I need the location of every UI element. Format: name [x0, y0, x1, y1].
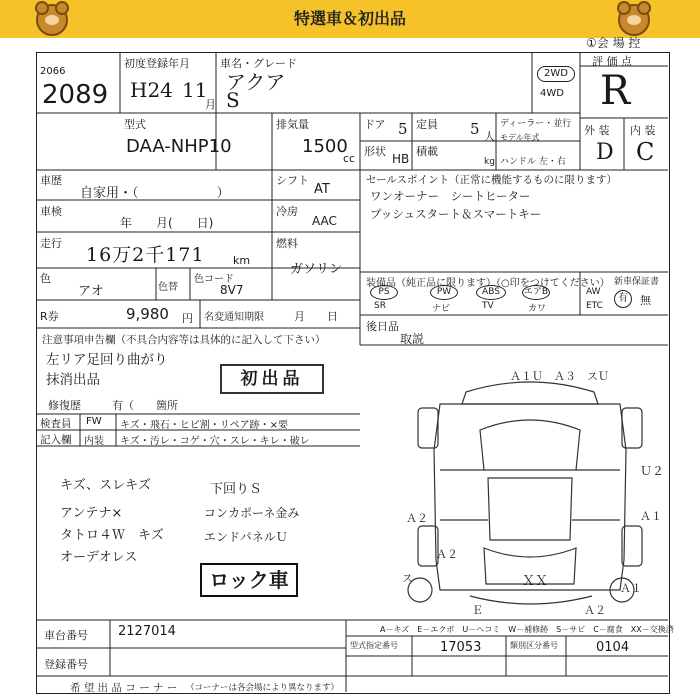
recycle-value: 9,980: [126, 305, 169, 323]
inspector-int: 内装: [84, 436, 104, 447]
hand-note-left1: キズ、スレキズ: [60, 478, 151, 493]
model-name-label: 車名・グレード: [220, 57, 297, 70]
lot-prefix: 2066: [40, 66, 66, 77]
drive-4wd: 4WD: [540, 88, 564, 99]
rear-seat-value: 取説: [400, 332, 425, 346]
capacity-label: 定員: [416, 118, 438, 131]
fuel-label: 燃料: [276, 237, 298, 250]
mileage-value: 16万2千171: [86, 244, 205, 266]
equip-pw: PW: [430, 285, 458, 300]
chassis-label: 車台番号: [44, 629, 88, 642]
hand-note-left2: アンテナ×: [60, 506, 123, 521]
equip-airbag: エアB: [522, 285, 550, 300]
ext-score: D: [596, 140, 614, 165]
recycle-label: R券: [40, 310, 59, 323]
handle-label: ハンドル 左・右: [500, 157, 566, 167]
damage-mark-rear-e: Ｅ: [472, 604, 483, 617]
int-score: C: [636, 138, 655, 166]
inspector-ext: FW: [86, 416, 102, 427]
inspection-label: 車検: [40, 205, 62, 218]
model-name: アクア: [226, 70, 286, 94]
drive-2wd: 2WD: [537, 66, 575, 82]
notes-line1: 左リア足回り曲がり: [46, 352, 168, 368]
bottom-corner-label: 希 望 出 品 コ ー ナ ー: [70, 682, 178, 694]
damage-mark-left-a2: Ａ２: [406, 512, 428, 525]
color-label: 色: [40, 272, 51, 285]
aircon-label: 冷房: [276, 205, 298, 218]
first-reg-era: H24: [130, 78, 173, 102]
engine-unit: cc: [343, 152, 356, 165]
inspection-value: 年 月( 日): [120, 216, 214, 230]
dealer-label: ディーラー・並行: [500, 119, 572, 129]
equipment-label: 装備品（純正品に限ります）（○印をつけてください）: [366, 278, 610, 289]
equip-etc: ETC: [586, 301, 603, 311]
color-change-label: 色替: [158, 282, 178, 293]
hand-note-right3: エンドパネルＵ: [204, 530, 288, 544]
model-year-label: モデル年式: [500, 133, 540, 142]
equip-abs: ABS: [476, 285, 506, 300]
inspector-label2: 記入欄: [40, 434, 72, 446]
doors-label: ドア: [364, 118, 386, 131]
shift-label: シフト: [276, 174, 309, 187]
type-no-label: 型式指定番号: [350, 641, 398, 650]
usage-value: 自家用・（ ）: [80, 186, 230, 201]
damage-mark-rear-left: ス: [402, 572, 413, 585]
color-code: 8V7: [220, 283, 244, 297]
warranty-yes: 有: [614, 290, 632, 308]
hand-note-left4: オーデオレス: [60, 550, 138, 565]
damage-mark-rear-xx: ＸＸ: [522, 574, 549, 589]
equip-sr: SR: [374, 301, 386, 311]
mileage-unit: km: [233, 254, 251, 267]
load-label: 積載: [416, 145, 438, 158]
ext-label: 外 装: [584, 124, 610, 137]
notes-line2: 抹消出品: [46, 372, 100, 388]
first-reg-unit: 月: [205, 98, 216, 111]
warranty-label: 新車保証書: [614, 277, 660, 287]
damage-mark-right-u2: Ｕ２: [640, 464, 665, 478]
hand-note-right1: 下回りＳ: [210, 482, 263, 497]
color-value: アオ: [78, 284, 104, 299]
grade-label: 評 価 点: [592, 55, 632, 68]
damage-mark-left-a2b: Ａ２: [436, 548, 458, 561]
equip-navi: ナビ: [432, 304, 451, 314]
lot-number: 2089: [42, 80, 109, 110]
model-code: DAA-NHP10: [126, 136, 232, 157]
fuel-value: ガソリン: [290, 262, 343, 277]
engine-label: 排気量: [276, 118, 309, 131]
chassis-value: 2127014: [118, 624, 176, 639]
body-shape-label: 形状: [364, 145, 386, 158]
repair-value: 有（ 箇所: [112, 399, 178, 412]
hand-note-right2: コンカポーネ金み: [204, 506, 300, 520]
first-reg-label: 初度登録年月: [124, 57, 190, 70]
damage-mark-front: Ａ１Ｕ Ａ３ スＵ: [510, 370, 609, 383]
category-label: 類別区分番号: [510, 641, 558, 650]
banner-title: 特選車＆初出品: [293, 9, 406, 28]
engine-value: 1500: [302, 136, 348, 157]
usage-label: 車歴: [40, 174, 62, 187]
body-shape-value: HB: [392, 152, 410, 166]
venue-label: ①会 場 控: [586, 36, 641, 50]
equip-leather: カワ: [528, 304, 547, 314]
category-value: 0104: [596, 640, 630, 655]
capacity-unit: 人: [484, 130, 495, 143]
first-listing-stamp: 初出品: [220, 364, 324, 394]
color-code-label: 色コード: [194, 274, 234, 285]
notice-label: 名変通知期限: [204, 312, 264, 323]
inspector-int-items: キズ・汚レ・コゲ・穴・スレ・キレ・破レ: [120, 436, 310, 447]
model-code-label: 型式: [124, 118, 146, 131]
capacity-value: 5: [470, 120, 480, 138]
equip-tv: TV: [482, 301, 494, 311]
type-no-value: 17053: [440, 640, 482, 655]
notice-value: 月 日: [294, 310, 338, 323]
mileage-label: 走行: [40, 237, 62, 250]
inspector-label1: 検査員: [40, 418, 72, 430]
sales-label: セールスポイント（正常に機能するものに限ります）: [366, 174, 618, 186]
recycle-unit: 円: [182, 312, 193, 325]
shift-value: AT: [314, 182, 330, 197]
warranty-no: 無: [640, 294, 651, 307]
equip-aw: AW: [586, 287, 601, 297]
damage-legend: A－キズ E－エクボ U－ヘコミ W－補修跡 S－サビ C－腐食 XX－交換済: [380, 625, 674, 634]
int-label: 内 装: [630, 124, 656, 137]
damage-mark-rear-a2: Ａ２: [584, 604, 606, 617]
aircon-value: AAC: [312, 214, 337, 228]
lock-car-stamp: ロック車: [200, 563, 298, 597]
damage-mark-rear-right: Ａ１: [620, 582, 642, 595]
damage-mark-right-a1: Ａ１: [640, 510, 662, 523]
bottom-corner-note: （コーナーは各会場により異なります）: [186, 683, 340, 693]
load-unit: kg: [484, 157, 495, 167]
sales-line1: ワンオーナー シートヒーター: [370, 189, 531, 203]
grade-score: R: [600, 68, 631, 114]
rear-seat-label: 後日品: [366, 320, 399, 333]
repair-label: 修復歴: [48, 399, 81, 412]
sales-line2: プッシュスタート＆スマートキー: [370, 207, 542, 221]
equip-ps: PS: [370, 285, 398, 300]
plate-label: 登録番号: [44, 658, 88, 671]
inspector-ext-items: キズ・飛石・ヒビ割・リペア跡・×要: [120, 420, 288, 431]
doors-value: 5: [398, 120, 408, 138]
notes-label: 注意事項申告欄（不具合内容等は具体的に記入して下さい）: [42, 334, 326, 346]
hand-note-left3: タトロ４Ｗ キズ: [60, 528, 164, 543]
model-grade: S: [226, 88, 240, 112]
first-reg-month: 11: [182, 78, 208, 102]
